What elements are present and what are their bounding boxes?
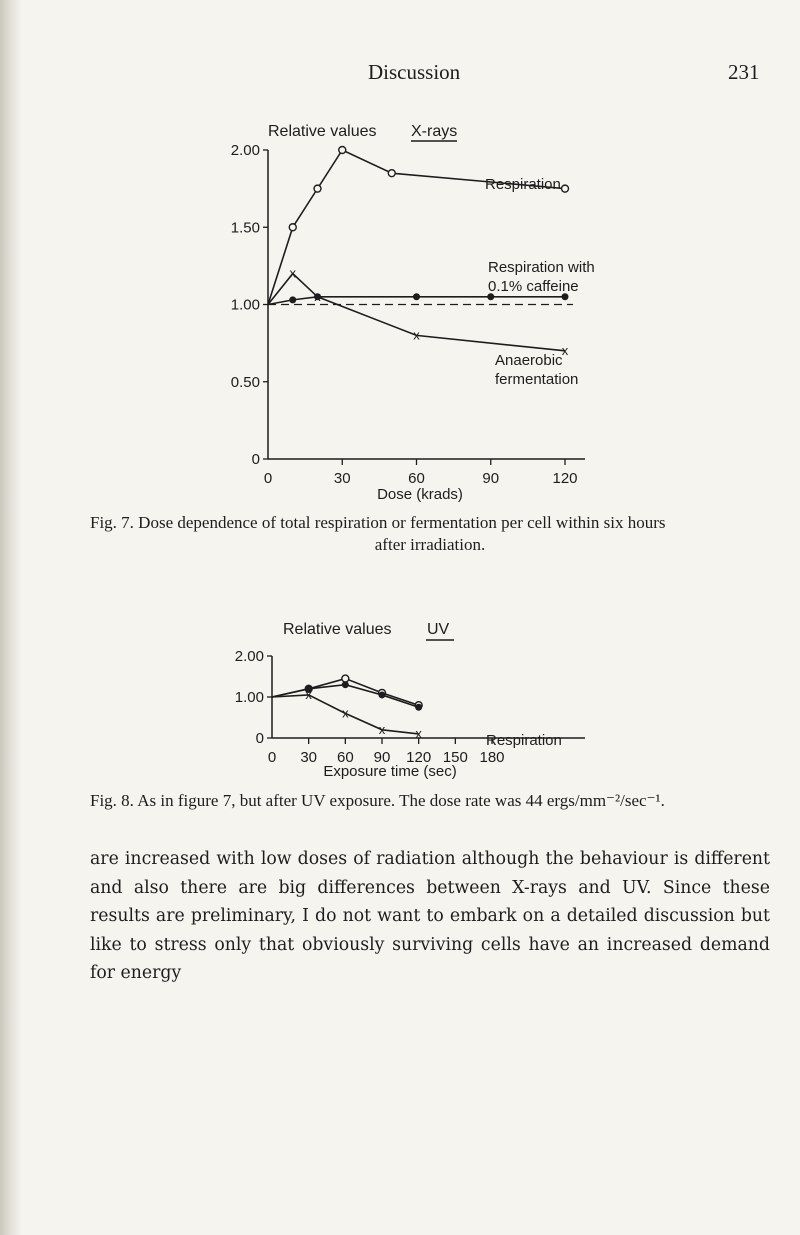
fig7-ytick-label: 1.00 bbox=[230, 296, 260, 314]
fig8-point-fermentation: x bbox=[378, 721, 386, 737]
figure-7-axes bbox=[231, 142, 585, 487]
running-title: Discussion bbox=[368, 60, 461, 84]
figure-7-annotation-anaerobic-2: fermentation bbox=[495, 371, 579, 388]
figure-8-caption-text: Fig. 8. As in figure 7, but after UV exposure. The dose rate was 44 ergs/mm⁻²/sec⁻¹. bbox=[90, 791, 665, 810]
fig7-xtick-label: 120 bbox=[552, 470, 578, 487]
figure-7-annotation-caffeine-1: Respiration with bbox=[488, 259, 595, 276]
fig8-xtick-label: 0 bbox=[267, 749, 277, 766]
fig7-point-respiration bbox=[289, 224, 296, 231]
figure-7-annotation-respiration: Respiration bbox=[485, 176, 561, 193]
fig7-point-fermentation: x bbox=[561, 342, 569, 358]
figure-7-caption-line-2: after irradiation. bbox=[374, 535, 486, 554]
figure-8-caption bbox=[90, 790, 770, 812]
fig7-ytick-label: 0 bbox=[251, 451, 260, 468]
fig7-ytick-label: 1.50 bbox=[230, 219, 260, 237]
fig8-ytick-label: 0 bbox=[255, 730, 264, 747]
figure-7-title: X-rays bbox=[411, 123, 458, 140]
fig8-ytick-label: 1.00 bbox=[234, 689, 264, 706]
fig7-point-respiration bbox=[388, 170, 395, 177]
figure-7-annotation-anaerobic-1: Anaerobic bbox=[495, 352, 563, 369]
fig8-point-fermentation: x bbox=[342, 705, 349, 721]
figure-8-ylabel: Relative values bbox=[283, 621, 392, 638]
fig8-ytick-label: 2.00 bbox=[234, 648, 264, 665]
fig7-point-fermentation: x bbox=[314, 288, 321, 304]
fig8-xtick-label: 120 bbox=[406, 749, 432, 766]
fig8-xtick-label: 30 bbox=[300, 749, 318, 766]
figure-7-xlabel: Dose (krads) bbox=[377, 486, 463, 503]
fig7-point-respiration bbox=[562, 185, 569, 192]
figure-7-caption bbox=[90, 512, 770, 556]
fig7-xtick-label: 90 bbox=[482, 470, 500, 487]
fig7-ytick-label: 2.00 bbox=[230, 142, 260, 159]
figure-7-chart bbox=[0, 100, 800, 510]
fig7-point-caffeine bbox=[289, 296, 296, 303]
fig8-xtick-label: 150 bbox=[442, 749, 468, 766]
figure-7-annotation-caffeine-2: 0.1% caffeine bbox=[488, 278, 579, 295]
figure-8-annotations bbox=[0, 590, 800, 790]
fig8-point-fermentation: x bbox=[415, 725, 422, 741]
figure-8-xlabel: Exposure time (sec) bbox=[323, 763, 457, 780]
figure-8-title: UV bbox=[427, 621, 450, 638]
fig7-point-caffeine bbox=[413, 293, 420, 300]
figure-7-caption-line-1: Fig. 7. Dose dependence of total respiration or fermentation per cell within six hours bbox=[90, 513, 666, 532]
figure-7-ylabel: Relative values bbox=[268, 123, 377, 140]
page-number: 231 bbox=[728, 60, 760, 84]
fig7-point-respiration bbox=[314, 185, 321, 192]
fig8-point-fermentation: x bbox=[305, 686, 312, 702]
fig7-xtick-label: 60 bbox=[408, 470, 425, 487]
body-paragraph: are increased with low doses of radiation although the behaviour is different and also there are big differences between X-rays and UV. Since these results are preliminary, I do not want to embark on a detailed discussion but like to stress only that obviously surviving cells have an increased demand for energy bbox=[90, 849, 770, 983]
fig8-xtick-label: 180 bbox=[479, 749, 505, 766]
fig7-xtick-label: 0 bbox=[263, 470, 273, 487]
fig7-xtick-label: 30 bbox=[333, 470, 351, 487]
figure-8-annotations-lower bbox=[0, 780, 800, 790]
running-head bbox=[0, 60, 800, 90]
fig8-xtick-label: 90 bbox=[373, 749, 391, 766]
fig7-ytick-label: 0.50 bbox=[230, 373, 260, 391]
fig7-point-respiration bbox=[339, 147, 346, 154]
fig7-point-fermentation: x bbox=[289, 265, 296, 281]
fig8-xtick-label: 60 bbox=[336, 749, 354, 766]
fig7-point-fermentation: x bbox=[413, 327, 420, 343]
figure-8-annotation-respiration-label: Respiration bbox=[486, 732, 562, 749]
